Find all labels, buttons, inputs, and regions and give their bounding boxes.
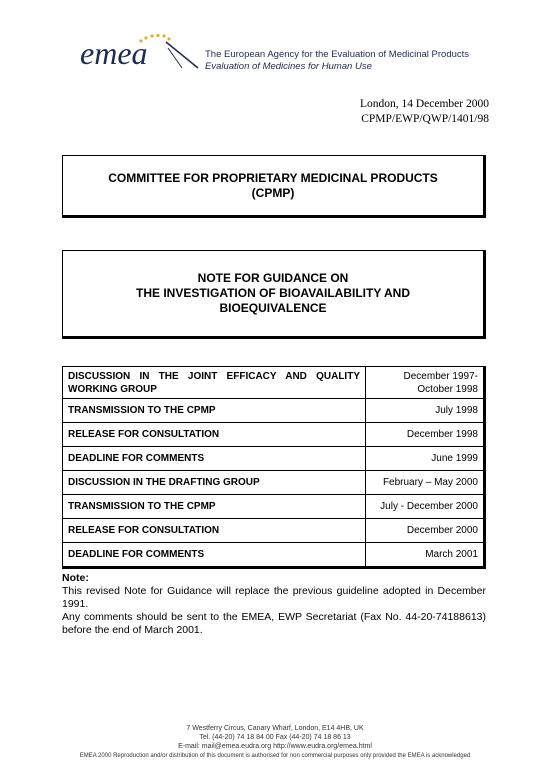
date-cell: July 1998 xyxy=(366,399,485,423)
svg-text:emea: emea xyxy=(80,35,148,71)
table-row xyxy=(63,495,485,519)
date-cell: June 1999 xyxy=(366,447,485,471)
table-row xyxy=(63,471,485,495)
date-cell: July - December 2000 xyxy=(366,495,485,519)
agency-subtitle: Evaluation of Medicines for Human Use xyxy=(205,61,372,72)
date-cell: March 2001 xyxy=(366,543,485,568)
note-paragraph: This revised Note for Guidance will replace the previous guideline adopted in December 1991. xyxy=(62,585,486,610)
event-cell: TRANSMISSION TO THE CPMP xyxy=(63,495,366,519)
table-row xyxy=(63,543,485,568)
footer-phone: Tel. (44-20) 74 18 84 00 Fax (44-20) 74 18 86 13 xyxy=(199,734,351,741)
footer-address: 7 Westferry Circus, Canary Wharf, London, E14 4HB, UK xyxy=(186,725,364,732)
table-row xyxy=(63,519,485,543)
committee-box xyxy=(62,155,486,218)
event-cell: TRANSMISSION TO THE CPMP xyxy=(63,399,366,423)
event-cell: DISCUSSION IN THE DRAFTING GROUP xyxy=(63,471,366,495)
title-box xyxy=(62,250,486,339)
table-row xyxy=(63,447,485,471)
date-cell: December 2000 xyxy=(366,519,485,543)
date-cell: December 1998 xyxy=(366,423,485,447)
table-row xyxy=(63,423,485,447)
event-cell: DEADLINE FOR COMMENTS xyxy=(63,447,366,471)
date-cell: February – May 2000 xyxy=(366,471,485,495)
committee-abbrev: (CPMP) xyxy=(251,185,295,200)
title-line-3: BIOEQUIVALENCE xyxy=(219,301,327,315)
schedule-table xyxy=(62,366,486,569)
table-row xyxy=(63,367,485,399)
note-heading: Note: xyxy=(62,572,89,584)
note-paragraph: Any comments should be sent to the EMEA, EWP Secretariat (Fax No. 44-20-74188613) before the end of March 2001. xyxy=(62,611,486,636)
date-cell xyxy=(366,367,485,399)
event-cell: RELEASE FOR CONSULTATION xyxy=(63,423,366,447)
document-reference: CPMP/EWP/QWP/1401/98 xyxy=(361,113,489,125)
committee-name: COMMITTEE FOR PROPRIETARY MEDICINAL PRODUCTS xyxy=(108,170,438,185)
place-date: London, 14 December 2000 xyxy=(359,98,489,110)
agency-name: The European Agency for the Evaluation of Medicinal Products xyxy=(205,49,470,60)
footer-copyright: EMEA 2000 Reproduction and/or distribution of this document is authorised for non commercial purposes only provided the EMEA is acknowledged xyxy=(79,753,471,759)
date-line: December 1997- xyxy=(403,370,478,382)
note-section xyxy=(62,572,486,637)
title-line-2: THE INVESTIGATION OF BIOAVAILABILITY AND xyxy=(135,286,410,300)
agency-header xyxy=(205,49,469,73)
event-cell: RELEASE FOR CONSULTATION xyxy=(63,519,366,543)
table-row xyxy=(63,399,485,423)
footer-contact: E-mail: mail@emea.eudra.org http://www.eudra.org/emea.html xyxy=(178,743,372,750)
title-line-1: NOTE FOR GUIDANCE ON xyxy=(197,271,349,285)
event-cell: DISCUSSION IN THE JOINT EFFICACY AND QUALITY WORKING GROUP xyxy=(63,367,366,399)
date-line: October 1998 xyxy=(417,383,478,395)
date-reference-block xyxy=(360,97,489,127)
emea-logo xyxy=(78,32,200,78)
event-cell: DEADLINE FOR COMMENTS xyxy=(63,543,366,568)
